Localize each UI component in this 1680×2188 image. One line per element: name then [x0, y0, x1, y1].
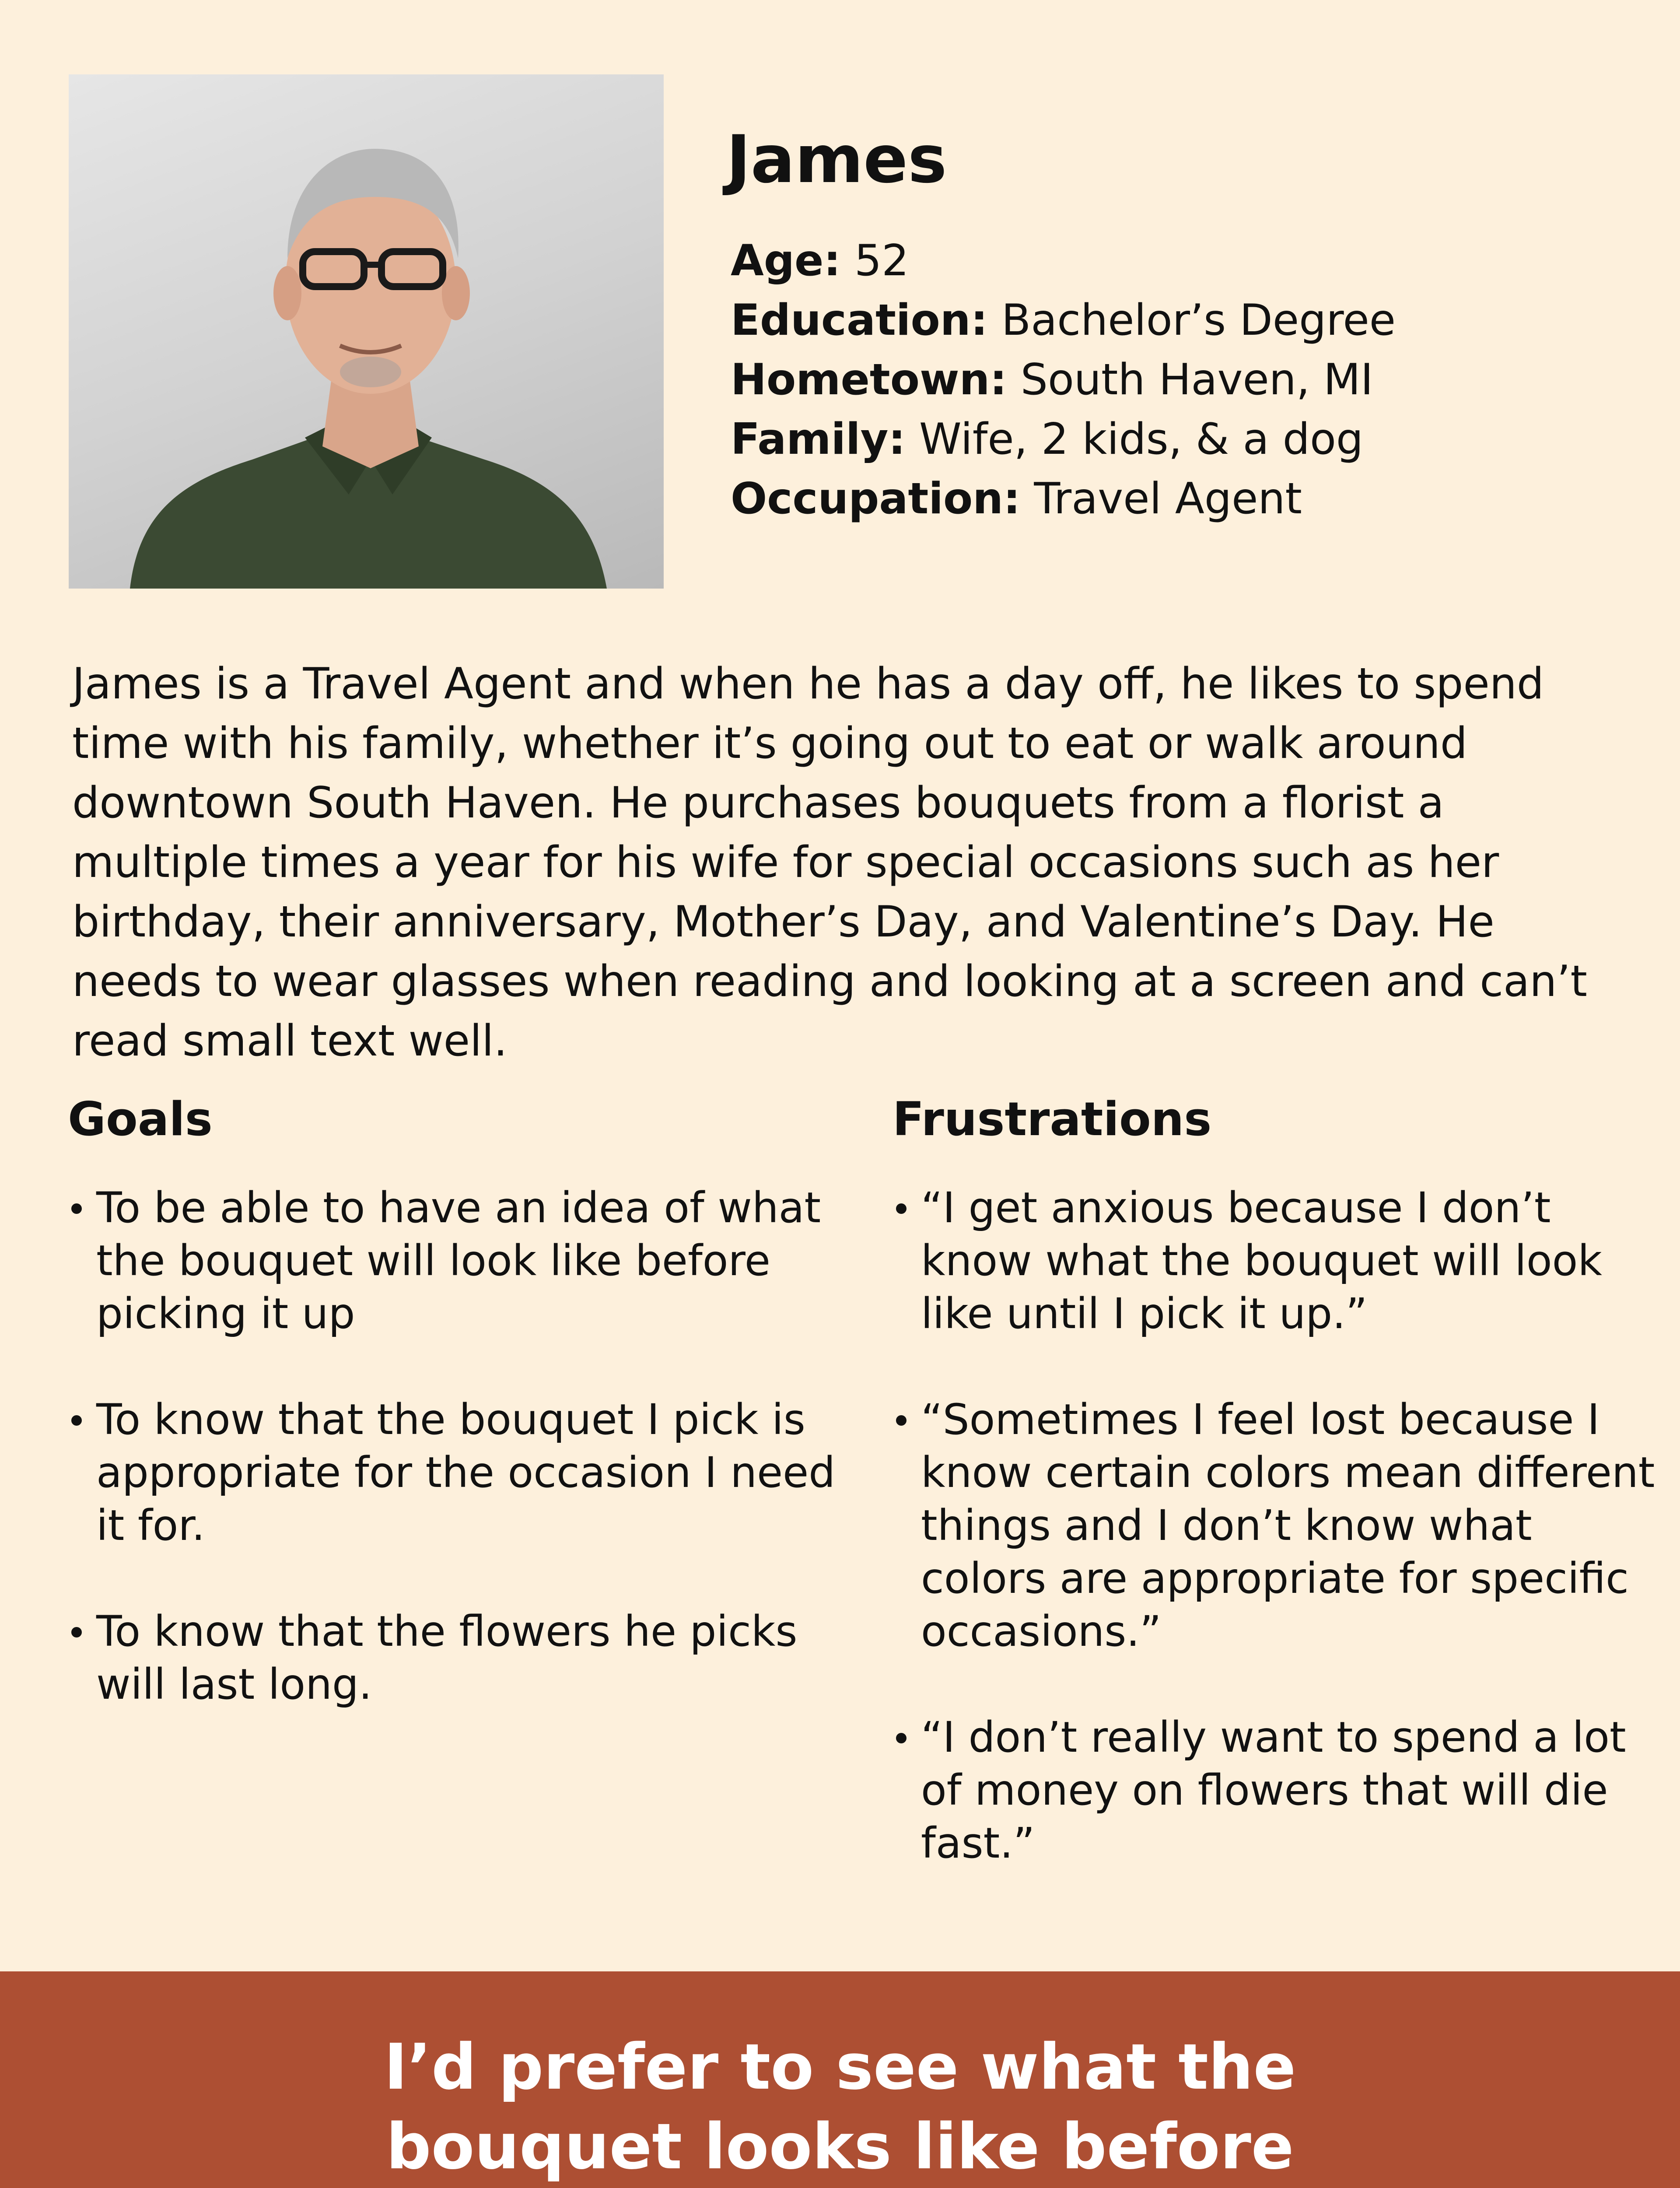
frustration-item: “I don’t really want to spend a lot of money on flowers that will die fast.”	[892, 1711, 1662, 1870]
fact-label: Age:	[731, 236, 841, 286]
persona-facts	[731, 231, 1396, 529]
frustrations-list	[892, 1182, 1662, 1923]
goal-item: To be able to have an idea of what the bouquet will look like before picking it up	[68, 1182, 855, 1340]
fact-label: Hometown:	[731, 355, 1007, 405]
fact-value: Wife, 2 kids, & a dog	[919, 414, 1364, 464]
fact-label: Family:	[731, 414, 906, 464]
frustration-item: “Sometimes I feel lost because I know certain colors mean different things and I don’t know what colors are appropriate for specific occasions.”	[892, 1393, 1662, 1658]
fact-age	[731, 231, 1396, 291]
fact-occupation	[731, 469, 1396, 529]
persona-name: James	[726, 122, 947, 198]
fact-label: Occupation:	[731, 474, 1021, 524]
fact-value: Travel Agent	[1034, 474, 1302, 524]
fact-value: Bachelor’s Degree	[1001, 295, 1396, 345]
portrait-photo	[69, 74, 664, 589]
goal-item: To know that the flowers he picks will last long.	[68, 1605, 855, 1711]
fact-family	[731, 410, 1396, 469]
fact-education	[731, 291, 1396, 350]
fact-hometown	[731, 350, 1396, 410]
frustrations-heading: Frustrations	[892, 1092, 1212, 1146]
fact-label: Education:	[731, 295, 988, 345]
frustration-item: “I get anxious because I don’t know what the bouquet will look like until I pick it up.”	[892, 1182, 1662, 1340]
persona-quote: I’d prefer to see what the bouquet looks like before	[384, 2030, 1296, 2183]
fact-value: South Haven, MI	[1020, 355, 1373, 405]
quote-band	[0, 1971, 1680, 2188]
goal-item: To know that the bouquet I pick is appropriate for the occasion I need it for.	[68, 1393, 855, 1552]
goals-heading: Goals	[68, 1092, 213, 1146]
persona-bio: James is a Travel Agent and when he has a day off, he likes to spend time with his family, whether it’s going out to eat or walk around downtown South Haven. He purchases bouquets from a florist a multiple times a year for his wife for special occasions such as her birthday, their anniversary, Mother’s Day, and Valentine’s Day. He needs to wear glasses when reading and looking at a screen and can’t read small text well.	[72, 659, 1587, 1066]
goals-list	[68, 1182, 855, 1764]
fact-value: 52	[854, 236, 909, 286]
portrait-illustration	[69, 74, 664, 589]
